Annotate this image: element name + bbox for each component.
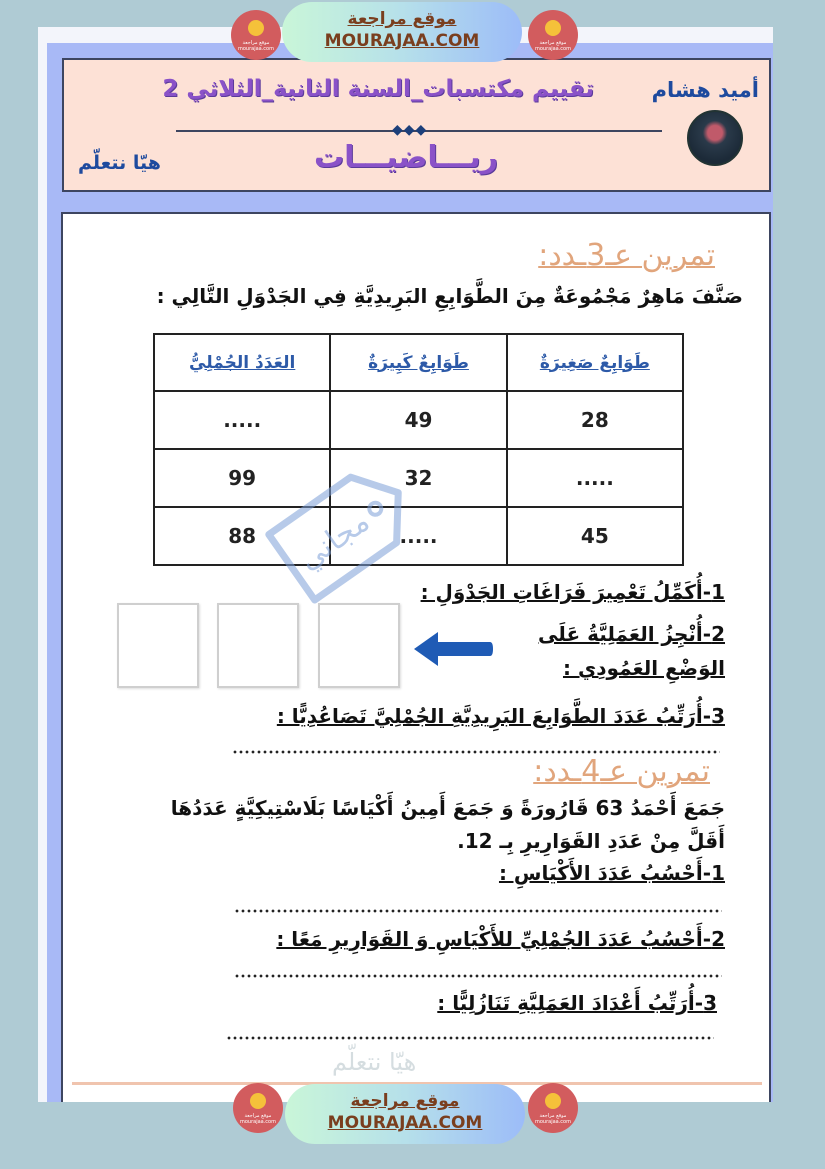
author-name: أميد هشام (651, 78, 759, 102)
author-avatar (687, 110, 743, 166)
exercise4-question-3: 3-أُرَتِّبُ أَعْدَادَ العَمَلِيَّةِ تَنَازُلِيًّا : (437, 991, 717, 1015)
site-logo-icon (545, 1093, 561, 1109)
site-logo-circle-right: موقع مراجعة mourajaa.com (528, 1083, 578, 1133)
site-watermark-badge-top[interactable] (282, 2, 522, 62)
table-cell[interactable]: ..... (154, 391, 330, 449)
exercise3-question-3: 3-أُرَتِّبُ عَدَدَ الطَّوَابِعَ البَرِيدِيَّةِ الجُمْلِيَّ تَصَاعُدِيًّا : (276, 704, 725, 728)
site-logo-icon (250, 1093, 266, 1109)
exercise4-question-2: 2-أَحْسُبُ عَدَدَ الجُمْلِيِّ للأَكْيَاسِ وَ القَوَارِيرِ مَعًا : (276, 927, 725, 951)
page-title: تقييم مكتسبات_السنة الثانية_الثلاثي 2 (162, 76, 594, 102)
table-cell: 45 (507, 507, 683, 565)
exercise3-question-2-cont: الوَضْعِ العَمُودِي : (562, 656, 725, 680)
arrow-left-icon (412, 630, 494, 668)
site-logo-icon (545, 20, 561, 36)
answer-dotted-line[interactable] (234, 974, 722, 978)
table-cell: 49 (330, 391, 506, 449)
col-header-large-stamps: طَوَابِعٌ كَبِيرَةٌ (330, 334, 506, 391)
table-cell: 88 (154, 507, 330, 565)
col-header-total: العَدَدُ الجُمْلِيُّ (154, 334, 330, 391)
table-cell[interactable]: ..... (330, 507, 506, 565)
answer-dotted-line[interactable] (226, 1036, 714, 1040)
answer-box-3[interactable] (318, 603, 400, 688)
table-cell: 99 (154, 449, 330, 507)
site-logo-circle-right: موقع مراجعة mourajaa.com (528, 10, 578, 60)
site-logo-circle-left: موقع مراجعة mourajaa.com (233, 1083, 283, 1133)
answer-dotted-line[interactable] (234, 909, 722, 913)
site-logo-circle-left: موقع مراجعة mourajaa.com (231, 10, 281, 60)
diamond-separator-icon: ◆◆◆ (392, 122, 428, 138)
table-cell: 28 (507, 391, 683, 449)
table-row (154, 391, 683, 449)
exercise4-title: تمرين عـ4ـدد: (533, 754, 710, 789)
answer-box-1[interactable] (117, 603, 199, 688)
exercise4-statement-line2: أَقَلَّ مِنْ عَدَدِ القَوَارِيرِ بِـ 12. (457, 829, 725, 853)
site-name-latin: MOURAJAA.COM (324, 31, 480, 51)
site-name-latin: MOURAJAA.COM (327, 1113, 483, 1133)
slogan-logo: هيّا نتعلّم (78, 152, 161, 174)
faded-footer-logo: هيّا نتعلّم (332, 1048, 417, 1076)
site-name-arabic: موقع مراجعة (350, 1091, 460, 1111)
exercise4-question-1: 1-أَحْسُبُ عَدَدَ الأَكْيَاسِ : (498, 861, 725, 885)
col-header-small-stamps: طَوَابِعٌ صَغِيرَةٌ (507, 334, 683, 391)
exercise3-question-1: 1-أُكَمِّلُ تَعْمِيرَ فَرَاغَاتِ الجَدْوَلِ : (420, 580, 725, 604)
exercise3-question-2: 2-أُنْجِزُ العَمَلِيَّةُ عَلَى (538, 622, 725, 646)
site-name-arabic: موقع مراجعة (347, 9, 457, 29)
table-row (154, 449, 683, 507)
exercise3-statement: صَنَّفَ مَاهِرٌ مَجْمُوعَةٌ مِنَ الطَّوَابِعِ البَرِيدِيَّةِ فِي الجَدْوَلِ التَّالِي : (156, 284, 743, 308)
site-watermark-badge-bottom[interactable] (285, 1084, 525, 1144)
svg-text:مجاني: مجاني (292, 503, 377, 578)
exercise3-title: تمرين عـ3ـدد: (538, 238, 715, 273)
subject-title: ريـــاضيـــات (314, 140, 498, 175)
header-box (62, 58, 771, 192)
exercise4-statement-line1: جَمَعَ أَحْمَدُ 63 قَارُورَةً وَ جَمَعَ أَمِينُ أَكْيَاسًا بَلَاسْتِيكِيَّةٍ عَدَدُهَا (170, 796, 725, 820)
site-logo-icon (248, 20, 264, 36)
answer-box-2[interactable] (217, 603, 299, 688)
table-cell: 32 (330, 449, 506, 507)
table-cell[interactable]: ..... (507, 449, 683, 507)
table-header-row (154, 334, 683, 391)
